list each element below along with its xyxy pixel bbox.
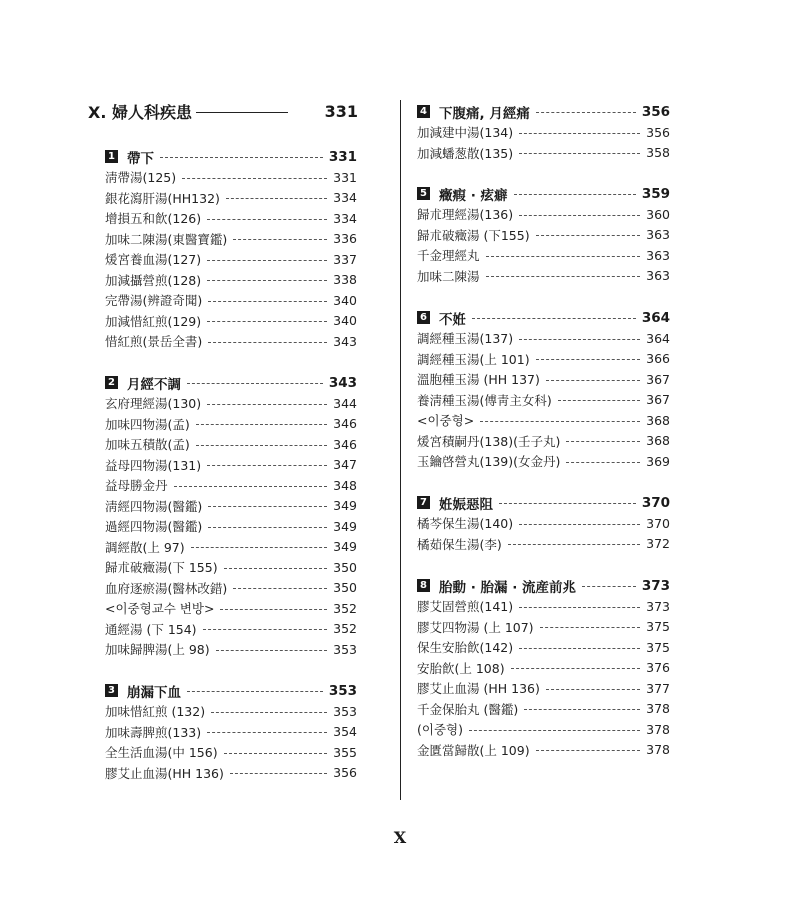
toc-entry[interactable] [105,311,357,332]
toc-section-8 [417,575,670,760]
dot-leader [233,588,327,589]
dot-leader [508,544,640,545]
page-number: X [393,828,407,847]
entry-title: 過經四物湯(醫鑑) [105,519,203,535]
entry-title: 益母四物湯(131) [105,457,202,473]
entry-title: 膠艾止血湯(HH 136) [105,765,224,781]
entry-page: 338 [333,272,357,288]
dot-leader [230,773,327,774]
entry-title: 益母勝金丹 [105,478,168,494]
section-title: 月經不調 [127,376,181,393]
toc-entry[interactable] [105,455,357,476]
dot-leader [519,215,640,216]
entry-page: 373 [646,598,670,614]
dot-leader [469,730,640,731]
section-page: 373 [641,577,670,594]
entry-title: 加味惜紅煎 (132) [105,704,206,720]
entry-page: 369 [646,453,670,469]
section-heading[interactable] [417,492,670,513]
toc-entry[interactable] [417,328,670,349]
entry-title: 加味二陳湯 [417,268,480,284]
section-title: 崩漏下血 [127,684,181,701]
entry-page: 340 [333,292,357,308]
toc-entry[interactable] [105,434,357,455]
toc-entry[interactable] [105,763,357,784]
dot-leader [208,301,327,302]
toc-entry[interactable] [105,167,357,188]
toc-section-2 [105,372,357,660]
toc-entry[interactable] [105,270,357,291]
column-divider [400,100,401,800]
entry-title: 膠艾四物湯 (上 107) [417,619,534,635]
entry-title: 加味歸脾湯(上 98) [105,642,210,658]
dot-leader [174,486,328,487]
dot-leader [546,689,640,690]
entry-page: 349 [333,498,357,514]
entry-title: 煖宮養血湯(127) [105,252,202,268]
dot-leader [203,629,328,630]
dot-leader [187,383,323,384]
dot-leader [480,421,640,422]
toc-entry[interactable] [105,290,357,311]
entry-page: 356 [333,765,357,781]
dot-leader [226,198,327,199]
dot-leader [536,750,641,751]
entry-title: 調經種玉湯(137) [417,331,514,347]
entry-title: 保生安胎飮(142) [417,640,514,656]
entry-page: 349 [333,539,357,555]
section-title: 下腹痛, 月經痛 [439,105,530,122]
entry-page: 334 [333,210,357,226]
entry-page: 354 [333,724,357,740]
toc-entry[interactable] [417,637,670,658]
dot-leader [207,219,327,220]
section-heading[interactable] [417,101,670,122]
entry-title: 安胎飮(上 108) [417,660,505,676]
toc-entry[interactable] [417,390,670,411]
dot-leader [540,627,641,628]
dot-leader [486,276,641,277]
entry-title: 加減惜紅煎(129) [105,313,202,329]
entry-title: 膠艾固營煎(141) [417,599,514,615]
entry-page: 353 [333,641,357,657]
entry-title: 調經散(上 97) [105,539,185,555]
dot-leader [208,527,327,528]
entry-page: 344 [333,395,357,411]
entry-page: 337 [333,251,357,267]
dot-leader [558,400,640,401]
dot-leader [519,153,640,154]
toc-entry[interactable] [105,722,357,743]
section-heading[interactable] [105,372,357,393]
entry-page: 346 [333,436,357,452]
entry-title: 歸朮破癥湯(下 155) [105,560,218,576]
entry-page: 377 [646,680,670,696]
toc-entry[interactable] [105,249,357,270]
entry-page: 355 [333,744,357,760]
entry-title: 加味二陳湯(東醫寶鑑) [105,231,228,247]
dot-leader [187,691,323,692]
entry-title: 全生活血湯(中 156) [105,745,218,761]
toc-entry[interactable] [105,208,357,229]
dot-leader [566,462,640,463]
entry-page: 358 [646,145,670,161]
dot-leader [536,112,636,113]
entry-title: 淸經四物湯(醫鑑) [105,498,203,514]
dot-leader [207,404,327,405]
entry-page: 353 [333,703,357,719]
entry-page: 340 [333,313,357,329]
entry-title: (이중형) [417,722,463,738]
section-heading[interactable] [105,680,357,701]
dot-leader [519,607,640,608]
toc-entry[interactable] [105,537,357,558]
entry-page: 370 [646,515,670,531]
entry-title: 加味五積散(孟) [105,437,190,453]
entry-title: 淸帶湯(125) [105,170,177,186]
dot-leader [233,239,327,240]
toc-entry[interactable] [417,204,670,225]
entry-page: 334 [333,190,357,206]
entry-page: 372 [646,536,670,552]
dot-leader [207,321,327,322]
entry-title: 加減蟠葱散(135) [417,145,514,161]
section-heading[interactable] [105,146,357,167]
dot-leader [207,280,327,281]
toc-section-4 [417,101,670,163]
toc-entry[interactable] [417,719,670,740]
entry-page: 350 [333,559,357,575]
entry-page: 336 [333,231,357,247]
dot-leader [536,235,641,236]
chapter-page: 331 [324,101,358,121]
toc-entry[interactable] [417,410,670,431]
entry-page: 363 [646,227,670,243]
section-heading[interactable] [417,307,670,328]
entry-title: 千金理經丸 [417,248,480,264]
dot-leader [207,465,327,466]
toc-entry[interactable] [105,393,357,414]
dot-leader [566,441,640,442]
section-number-badge: 6 [417,311,430,324]
section-page: 356 [641,103,670,120]
toc-entry[interactable] [417,122,670,143]
section-page: 359 [641,185,670,202]
entry-page: 348 [333,477,357,493]
entry-page: 349 [333,518,357,534]
dot-leader [207,260,327,261]
entry-title: 橘芩保生湯(140) [417,516,514,532]
section-heading[interactable] [417,575,670,596]
dot-leader [224,753,328,754]
section-number-badge: 8 [417,579,430,592]
entry-page: 331 [333,169,357,185]
dot-leader [472,318,636,319]
dot-leader [519,339,640,340]
section-number-badge: 2 [105,376,118,389]
toc-entry[interactable] [417,740,670,761]
entry-title: 惜紅煎(景岳全書) [105,334,203,350]
entry-title: 完帶湯(辨證奇聞) [105,293,203,309]
toc-section-1 [105,146,357,352]
toc-entry[interactable] [105,229,357,250]
dot-leader [524,709,640,710]
dot-leader [207,732,327,733]
toc-entry[interactable] [105,578,357,599]
entry-page: 375 [646,639,670,655]
toc-entry[interactable] [417,245,670,266]
toc-entry[interactable] [417,369,670,390]
dot-leader [216,650,328,651]
entry-page: 367 [646,392,670,408]
dot-leader [514,194,636,195]
dot-leader [208,342,327,343]
entry-title: 銀花瀉肝湯(HH132) [105,190,220,206]
dot-leader [211,712,327,713]
entry-title: 橘茹保生湯(李) [417,536,502,552]
entry-page: 346 [333,416,357,432]
dot-leader [582,586,636,587]
entry-title: 加減建中湯(134) [417,125,514,141]
entry-page: 343 [333,333,357,349]
section-title: 胎動 · 胎漏 · 流産前兆 [439,579,577,596]
chapter-title: X. 婦人科疾患 [88,102,192,122]
entry-title: 加減攝營煎(128) [105,272,202,288]
entry-title: <이중형> [417,413,475,429]
entry-page: 378 [646,742,670,758]
section-number-badge: 5 [417,187,430,200]
toc-entry[interactable] [105,639,357,660]
dot-leader [519,524,640,525]
toc-entry[interactable] [417,349,670,370]
toc-section-7 [417,492,670,554]
section-heading[interactable] [417,183,670,204]
dot-leader [208,506,327,507]
entry-title: 歸朮理經湯(136) [417,207,514,223]
entry-page: 376 [646,660,670,676]
toc-entry[interactable] [105,742,357,763]
dot-leader [486,256,641,257]
entry-title: 千金保胎丸 (醫鑑) [417,701,519,717]
dot-leader [536,359,641,360]
toc-entry[interactable] [417,451,670,472]
entry-title: 膠艾止血湯 (HH 136) [417,681,540,697]
entry-title: 玉鑰啓營丸(139)(女金丹) [417,454,561,470]
entry-title: 血府逐瘀湯(醫林改錯) [105,580,228,596]
toc-entry[interactable] [105,516,357,537]
toc-section-3 [105,680,357,783]
dot-leader [160,157,323,158]
toc-entry[interactable] [105,475,357,496]
toc-entry[interactable] [105,331,357,352]
entry-page: 352 [333,621,357,637]
section-title: 癥瘕 · 痃癖 [439,187,508,204]
entry-page: 375 [646,619,670,635]
section-number-badge: 3 [105,684,118,697]
toc-entry[interactable] [105,598,357,619]
dot-leader [191,547,328,548]
dot-leader [519,133,640,134]
dot-leader [511,668,641,669]
toc-entry[interactable] [417,534,670,555]
section-page: 331 [328,148,357,165]
entry-title: <이중형교수 변방> [105,601,215,617]
toc-entry[interactable] [417,431,670,452]
toc-entry[interactable] [105,496,357,517]
toc-entry[interactable] [105,701,357,722]
entry-page: 368 [646,433,670,449]
section-page: 370 [641,494,670,511]
toc-entry[interactable] [417,513,670,534]
entry-page: 363 [646,268,670,284]
dot-leader [182,178,327,179]
section-title: 不姙 [439,311,466,328]
toc-entry[interactable] [105,414,357,435]
entry-page: 347 [333,457,357,473]
entry-page: 352 [333,600,357,616]
toc-entry[interactable] [105,619,357,640]
entry-page: 364 [646,330,670,346]
entry-title: 煖宮積嗣丹(138)(壬子丸) [417,433,561,449]
toc-entry[interactable] [417,617,670,638]
toc-entry[interactable] [417,658,670,679]
dot-leader [196,445,327,446]
dot-leader [224,568,328,569]
entry-title: 調經種玉湯(上 101) [417,351,530,367]
section-title: 姙娠惡阻 [439,496,493,513]
entry-title: 溫胞種玉湯 (HH 137) [417,372,540,388]
toc-entry[interactable] [417,266,670,287]
entry-title: 加味四物湯(孟) [105,416,190,432]
entry-title: 養淸種玉湯(傅靑主女科) [417,392,552,408]
entry-page: 367 [646,371,670,387]
entry-page: 363 [646,247,670,263]
entry-title: 玄府理經湯(130) [105,396,202,412]
entry-page: 366 [646,351,670,367]
dot-leader [519,648,640,649]
chapter-rule [196,112,288,113]
toc-entry[interactable] [417,678,670,699]
dot-leader [499,503,636,504]
entry-title: 加味壽脾煎(133) [105,724,202,740]
section-page: 364 [641,309,670,326]
toc-entry[interactable] [105,188,357,209]
entry-title: 通經湯 (下 154) [105,621,197,637]
section-number-badge: 1 [105,150,118,163]
dot-leader [220,609,327,610]
toc-entry[interactable] [417,225,670,246]
entry-page: 360 [646,206,670,222]
section-page: 343 [328,374,357,391]
entry-page: 350 [333,580,357,596]
chapter-heading [88,100,358,122]
entry-page: 378 [646,701,670,717]
entry-title: 增損五和飮(126) [105,211,202,227]
section-title: 帶下 [127,150,154,167]
entry-page: 378 [646,721,670,737]
toc-section-5 [417,183,670,286]
toc-entry[interactable] [417,596,670,617]
toc-entry[interactable] [105,557,357,578]
dot-leader [546,380,640,381]
section-number-badge: 4 [417,105,430,118]
entry-title: 金匱當歸散(上 109) [417,742,530,758]
section-number-badge: 7 [417,496,430,509]
entry-page: 368 [646,412,670,428]
entry-page: 356 [646,124,670,140]
toc-entry[interactable] [417,699,670,720]
section-page: 353 [328,682,357,699]
toc-section-6 [417,307,670,472]
dot-leader [196,424,327,425]
entry-title: 歸朮破癥湯 (下155) [417,227,530,243]
toc-entry[interactable] [417,143,670,164]
